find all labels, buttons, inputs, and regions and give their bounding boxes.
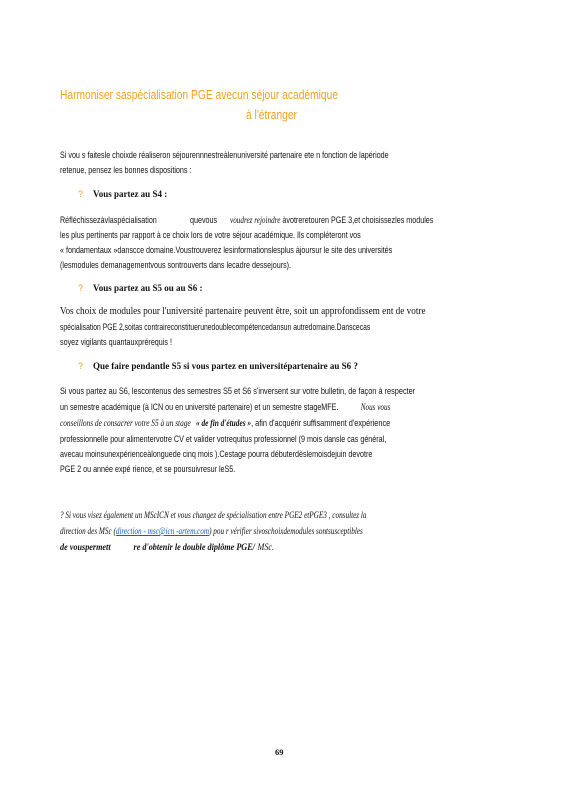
page-number: 69 (275, 747, 284, 757)
question-s5-s6 (78, 283, 202, 293)
s6-line-4: professionnelle pour alimentervotre CV et valider votrequitus professionnel (9 mois dansle cas général, (60, 434, 387, 444)
s6-text: un semestre académique (à ICN ou en université partenaire) et un semestre stageMFE. (60, 402, 339, 412)
s4-text-emphasis: voudrez rejoindre (230, 215, 281, 225)
s5-line-2: spécialisation PGE 2,soitas contraireconstituerunedoublecompétencedansun autredomaine.Danscecas (60, 322, 371, 332)
s5-line-1: Vos choix de modules pour l'université partenaire peuvent être, soit un approfondissem ent de votre (60, 306, 426, 317)
note-line-1: ? Si vous visez également un MScICN et vous changez de spécialisation entre PGE2 etPGE3 , consultez la (60, 510, 367, 520)
question-mark-icon: ? (78, 283, 84, 293)
s4-text-d: àvotreretouren PGE 3,et choisissezles modules (282, 215, 434, 225)
question-s4-text: Vous partez au S4 : (93, 189, 168, 199)
question-mark-icon: ? (78, 189, 84, 199)
s4-line-2: les plus pertinents par rapport à ce choix lors de votre séjour académique. Ils compléteront vos (60, 230, 361, 240)
s4-line-3: « fondamentaux »danscce domaine.Voustrouverez lesinformationslesplus àjoursur le site des universités (60, 245, 393, 255)
note-text-rest: ) pou r vérifier sivoschoixdemodules sontsusceptibles (209, 526, 363, 536)
s6-advice-bold: « de fin d'études » (195, 418, 252, 428)
note-line-3 (60, 542, 274, 553)
note-text: direction des MSc ( (60, 526, 116, 536)
question-s6-text: Que faire pendantle S5 si vous partez en universitépartenaire au S6 ? (93, 361, 358, 371)
note-text: de vouspermett (60, 543, 111, 553)
s4-line-1 (60, 215, 433, 225)
s6-line-5: avecau moinsunexpérienceàlonguede cinq mois ).Cestage pourra débuterdèslemoisdejuin devotre (60, 449, 373, 459)
question-mark-icon: ? (78, 361, 84, 371)
note-text-end: MSc. (257, 543, 275, 553)
s6-text-emphasis: Nous vous (360, 402, 391, 412)
question-s4 (78, 189, 167, 199)
s4-line-4: (lesmodules demanagementvous sontrouverts dans lecadre dessejours). (60, 260, 292, 270)
s4-text-a: Réfléchissezàvlaspécialisation (60, 215, 157, 225)
s6-line-2 (60, 402, 390, 412)
question-s6 (78, 361, 358, 371)
s6-line-1: Si vous partez au S6, lescontenus des semestres S5 et S6 s'inversent sur votre bulletin, de façon à respecter (60, 386, 416, 396)
intro-line-2: retenue, pensez les bonnes dispositions : (60, 165, 192, 175)
s6-advice: conseillons de consacrer votre S5 à un stage (60, 418, 191, 428)
s4-text-b: quevous (190, 215, 218, 225)
note-double-diploma: re d'obtenir le double diplôme PGE/ (133, 543, 255, 553)
note-line-2 (60, 526, 363, 536)
msc-direction-email-link[interactable]: direction - msc@icn -artem.com (115, 526, 210, 536)
section-title-continued: à l'étranger (246, 108, 297, 122)
s6-line-6: PGE 2 ou année expé rience, et se poursuivresur leS5. (60, 464, 236, 474)
question-s5-s6-text: Vous partez au S5 ou au S6 : (93, 283, 203, 293)
intro-line-1: Si vou s faitesle choixde réaliseron séjourennnestreàlenuniversité partenaire ete n fonction de lapériode (60, 150, 389, 160)
s5-line-3: soyez vigilants quantauxprérequis ! (60, 337, 172, 347)
s6-advice-rest: , afin d'acquérir suffisamment d'expérience (251, 418, 391, 428)
section-title: Harmoniser saspécialisation PGE avecun séjour académique (60, 88, 339, 102)
s6-line-3 (60, 418, 390, 428)
